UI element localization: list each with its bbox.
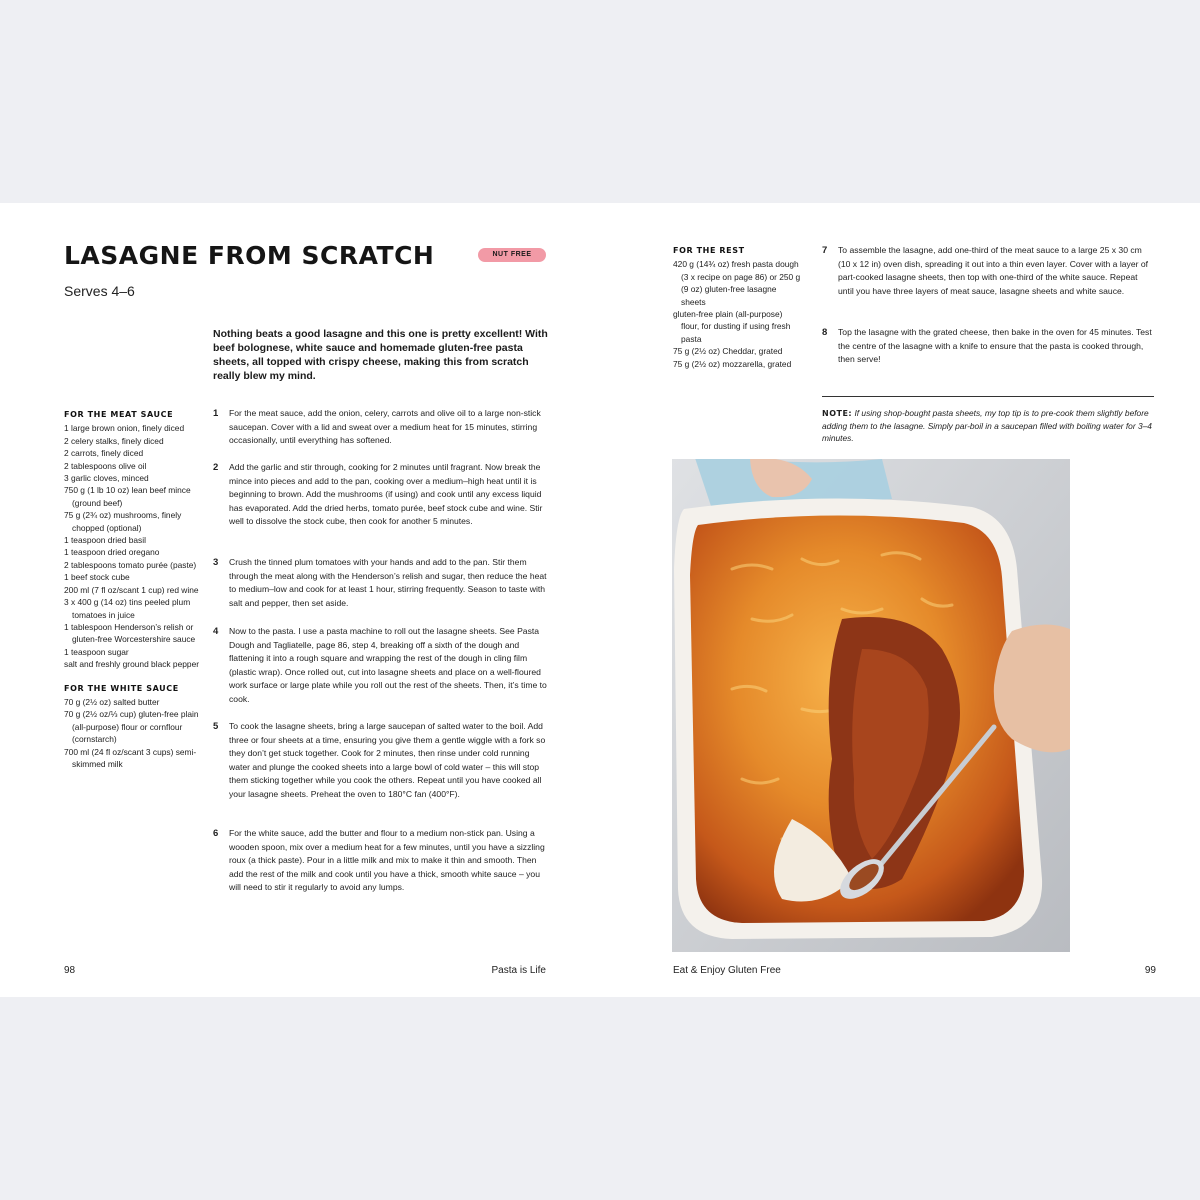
page-number-left: 98 xyxy=(64,965,76,976)
step-text: For the meat sauce, add the onion, celery, carrots and olive oil to a large non-stick saucepan. Cover with a lid and sweat over a medium heat for 15 minutes, stirring occasionally, until everything has softened. xyxy=(229,408,541,446)
ingredient-item: 75 g (2¾ oz) mushrooms, finely chopped (optional) xyxy=(64,510,182,533)
ingredient-item: 1 teaspoon dried basil xyxy=(64,535,146,546)
rest-list xyxy=(673,258,801,370)
method-step xyxy=(213,461,547,529)
step-number: 3 xyxy=(213,557,219,568)
step-text: To cook the lasagne sheets, bring a large saucepan of salted water to the boil. Add three or four sheets at a time, ensuring you give them a gentle wiggle with a fork so they don’t get stuck together. Cook for 2 minutes, then rinse under cold running water and plunge the cooked sheets into a large bowl of cold water – this will stop them sticking together while you cook the others. Repeat until you have cooked all your lasagne sheets. Preheat the oven to 180°C fan (400°F). xyxy=(229,721,546,799)
note-divider xyxy=(822,396,1154,397)
ingredient-item: 420 g (14¾ oz) fresh pasta dough (3 x recipe on page 86) or 250 g (9 oz) gluten-free lasagne sheets xyxy=(673,259,801,307)
ingredient-item: 3 garlic cloves, minced xyxy=(64,473,149,484)
ingredient-item: 3 x 400 g (14 oz) tins peeled plum tomatoes in juice xyxy=(64,597,191,620)
ingredient-item: 70 g (2½ oz/⅓ cup) gluten-free plain (all-purpose) flour or cornflour (cornstarch) xyxy=(64,709,199,745)
step-text: Add the garlic and stir through, cooking for 2 minutes until fragrant. Now break the mince into pieces and add to the pan, cooking over a medium–high heat until it is beginning to brown. Add the mushrooms (if using) and cook until any excess liquid has evaporated. Add the dried herbs, tomato purée, beef stock cube and wine. Stir well to dissolve the stock cube, then cook for another 5 minutes. xyxy=(229,462,543,527)
step-number: 8 xyxy=(822,327,828,338)
step-number: 7 xyxy=(822,245,828,256)
book-spread xyxy=(0,203,1200,997)
method-step xyxy=(213,556,547,610)
ingredient-item: 1 teaspoon dried oregano xyxy=(64,547,160,558)
ingredients-column xyxy=(64,409,200,770)
step-text: Now to the pasta. I use a pasta machine to roll out the lasagne sheets. See Pasta Dough and Tagliatelle, page 86, step 4, breaking off a sixth of the dough and flattening it into a rough square and wrapping the rest of the dough in cling film (plastic wrap). Once rolled out, cut into lasagne sheets and place on a well-floured work surface or large plate while you roll out the rest of the sheets. Then, it’s time to cook. xyxy=(229,626,547,704)
note-text: If using shop-bought pasta sheets, my top tip is to pre-cook them slightly before adding them to the lasagne. Simply par-boil in a saucepan filled with boiling water for 3–4 minutes. xyxy=(822,408,1152,444)
step-text: Top the lasagne with the grated cheese, then bake in the oven for 45 minutes. Test the centre of the lasagne with a knife to ensure that the pasta is cooked through, then serve! xyxy=(838,327,1152,365)
ingredient-item: 75 g (2½ oz) Cheddar, grated xyxy=(673,346,783,357)
ingredient-item: 2 tablespoons tomato purée (paste) xyxy=(64,559,197,570)
step-number: 2 xyxy=(213,462,219,473)
step-text: For the white sauce, add the butter and flour to a medium non-stick pan. Using a wooden spoon, mix over a medium heat for a few minutes, until you have a sizzling roux (a thick paste). Pour in a little milk and mix to make it thin and smooth. Then add the rest of the milk and cook until you have a thick, smooth white sauce – you will need to stir it regularly to avoid any lumps. xyxy=(229,828,545,893)
method-step xyxy=(213,827,547,895)
method-step xyxy=(822,244,1154,298)
ingredient-item: 75 g (2½ oz) mozzarella, grated xyxy=(673,358,792,369)
ingredient-item: 1 large brown onion, finely diced xyxy=(64,423,185,434)
ingredient-item: 1 teaspoon sugar xyxy=(64,646,129,657)
white-sauce-list xyxy=(64,696,200,770)
step-number: 1 xyxy=(213,408,219,419)
ingredient-item: 1 tablespoon Henderson’s relish or gluten-free Worcestershire sauce xyxy=(64,621,196,645)
ingredient-item: 2 carrots, finely diced xyxy=(64,448,144,459)
ingredient-item: 2 celery stalks, finely diced xyxy=(64,435,164,446)
meat-sauce-list xyxy=(64,422,200,670)
step-number: 5 xyxy=(213,721,219,732)
recipe-title: LASAGNE FROM SCRATCH xyxy=(64,241,435,270)
tip-note xyxy=(822,407,1158,445)
note-label: NOTE: xyxy=(822,409,853,418)
page-number-right: 99 xyxy=(1144,965,1156,976)
step-number: 6 xyxy=(213,828,219,839)
ingredient-item: 200 ml (7 fl oz/scant 1 cup) red wine xyxy=(64,584,199,595)
running-title-left: Pasta is Life xyxy=(491,965,546,976)
step-number: 4 xyxy=(213,626,219,637)
ingredient-item: 750 g (1 lb 10 oz) lean beef mince (ground beef) xyxy=(64,485,191,508)
step-text: To assemble the lasagne, add one-third of the meat sauce to a large 25 x 30 cm (10 x 12 in) oven dish, spreading it out into a thin even layer. Cover with a layer of part-cooked lasagne sheets, then top with one-third of the white sauce. Repeat until you have three layers of meat sauce, lasagne sheets and white sauce. xyxy=(838,245,1149,296)
method-step xyxy=(822,326,1154,367)
method-step xyxy=(213,407,547,448)
rest-heading: FOR THE REST xyxy=(673,246,745,255)
running-title-right: Eat & Enjoy Gluten Free xyxy=(673,965,781,976)
step-text: Crush the tinned plum tomatoes with your hands and add to the pan. Stir them through the meat along with the Henderson’s relish and sugar, then reduce the heat to medium–low and cook for at least 1 hour, stirring frequently. Season to taste with salt and pepper, then set aside. xyxy=(229,557,547,608)
ingredient-item: 700 ml (24 fl oz/scant 3 cups) semi-skimmed milk xyxy=(64,746,197,769)
ingredient-item: 1 beef stock cube xyxy=(64,572,130,583)
recipe-intro: Nothing beats a good lasagne and this one is pretty excellent! With beef bolognese, white sauce and homemade gluten-free pasta sheets, all topped with crispy cheese, making this from scratch really blew my mind. xyxy=(213,328,548,382)
ingredient-item: gluten-free plain (all-purpose) flour, for dusting if using fresh pasta xyxy=(673,309,791,344)
white-sauce-heading: FOR THE WHITE SAUCE xyxy=(64,683,179,693)
ingredient-item: 70 g (2½ oz) salted butter xyxy=(64,696,160,707)
meat-sauce-heading: FOR THE MEAT SAUCE xyxy=(64,410,174,419)
method-step xyxy=(213,720,547,802)
ingredient-item: 2 tablespoons olive oil xyxy=(64,460,147,471)
method-step xyxy=(213,625,547,707)
lasagne-photo-illustration xyxy=(672,459,1070,952)
serves-text: Serves 4–6 xyxy=(64,283,135,299)
ingredient-item: salt and freshly ground black pepper xyxy=(64,659,200,670)
lasagne-photo xyxy=(672,459,1070,952)
rest-ingredients-column xyxy=(673,245,801,370)
nut-free-badge: NUT FREE xyxy=(478,248,546,262)
